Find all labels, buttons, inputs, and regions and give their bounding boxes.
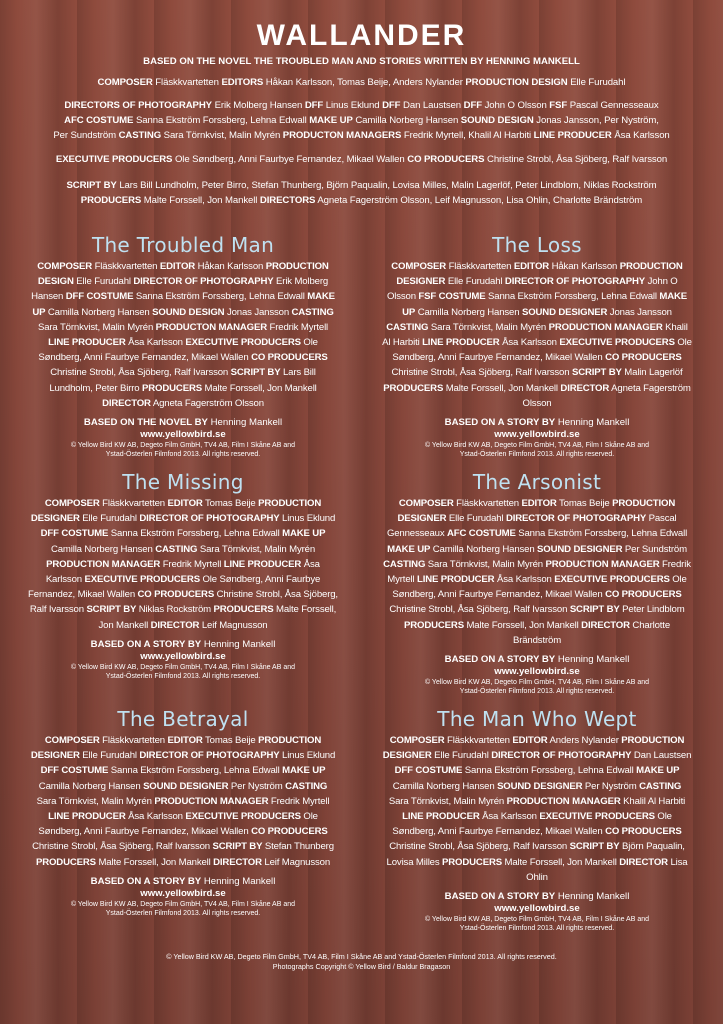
credit-name: Håkan Karlsson, Tomas Beije, Anders Nylander <box>265 77 463 88</box>
credit-name: Sanna Ekström Forssberg, Lehna Edwall <box>135 291 305 303</box>
credit-role: DIRECTOR OF PHOTOGRAPHY <box>504 276 646 288</box>
credit-role: EDITOR <box>512 735 548 746</box>
credit-role: CASTING <box>639 780 682 792</box>
credit-role: LINE PRODUCER <box>223 558 302 570</box>
credit-role: EDITORS <box>221 77 264 88</box>
credit-role: PRODUCERS <box>142 382 202 394</box>
episode-based-on: BASED ON A STORY BY Henning Mankell <box>90 875 276 887</box>
credit-name: Tomas Beije <box>559 498 610 509</box>
header-credits-line-2 <box>0 98 723 114</box>
episode-the-missing <box>28 470 338 681</box>
credit-name: John O Olsson <box>484 100 547 111</box>
credit-name: Camilla Norberg Hansen <box>392 780 495 792</box>
credit-role: CO PRODUCERS <box>605 589 682 601</box>
credit-role: SCRIPT BY <box>86 604 137 616</box>
footer-photo-credit: Photographs Copyright © Yellow Bird / Baldur Bragason <box>272 962 451 971</box>
credit-role: CASTING <box>291 306 334 318</box>
credit-role: LINE PRODUCER <box>422 337 500 349</box>
credit-name: Charlotte Brändström <box>512 619 670 646</box>
episode-title: The Man Who Wept <box>437 707 637 731</box>
episode-credits <box>28 496 338 633</box>
credit-role: DIRECTORS OF PHOTOGRAPHY <box>64 100 212 111</box>
credit-name: Linus Eklund <box>282 513 336 525</box>
credit-role: CASTING <box>386 321 429 333</box>
episode-based-on: BASED ON A STORY BY Henning Mankell <box>444 654 630 666</box>
episode-copyright-2: Ystad-Österlen Filmfond 2013. All rights reserved. <box>105 672 261 680</box>
credit-role: DIRECTOR <box>213 856 262 868</box>
credit-role: PRODUCERS <box>404 619 464 631</box>
credit-name: Sanna Ekström Forssberg, Lehna Edwall <box>110 528 280 540</box>
episode-website: www.yellowbird.se <box>494 429 580 441</box>
episode-copyright-1: © Yellow Bird KW AB, Degeto Film GmbH, TV4 AB, Film I Skåne AB and <box>70 900 296 908</box>
credit-name: Ole Søndberg, Anni Faurbye Fernandez, Mikael Wallen <box>38 337 318 364</box>
episode-based-on: BASED ON A STORY BY Henning Mankell <box>444 417 630 429</box>
credit-role: MAKE UP <box>282 528 326 540</box>
credit-name: Ole Søndberg, Anni Faurbye Fernandez, Mikael Wallen <box>392 574 687 601</box>
episode-website: www.yellowbird.se <box>494 903 580 915</box>
credit-name: Håkan Karlsson <box>197 261 264 272</box>
credit-role: EDITOR <box>521 498 557 509</box>
credit-name: Fläskkvartetten <box>155 77 219 88</box>
episode-the-betrayal <box>28 707 338 918</box>
episode-copyright-1: © Yellow Bird KW AB, Degeto Film GmbH, TV4 AB, Film I Skåne AB and <box>70 663 296 671</box>
episode-based-on: BASED ON A STORY BY Henning Mankell <box>444 891 630 903</box>
episode-website: www.yellowbird.se <box>494 666 580 678</box>
episode-copyright-1: © Yellow Bird KW AB, Degeto Film GmbH, TV4 AB, Film I Skåne AB and <box>424 679 650 687</box>
credit-name: Agneta Fagerström Olsson <box>522 382 691 409</box>
credit-name: Åsa Karlsson <box>614 130 670 141</box>
credit-role: DFF COSTUME <box>394 765 463 777</box>
credit-role: CASTING <box>383 558 426 570</box>
credit-name: Sanna Ekström Forssberg, Lehna Edwall <box>518 528 688 540</box>
credit-role: AFC COSTUME <box>447 528 516 540</box>
credit-name: Christine Strobl, Åsa Sjöberg, Ralf Ivarsson <box>29 589 338 616</box>
episode-title: The Troubled Man <box>91 233 275 257</box>
credit-name: Fläskkvartetten <box>456 498 519 509</box>
credit-role: MAKE UP <box>402 291 688 318</box>
credit-role: EXECUTIVE PRODUCERS <box>185 811 301 823</box>
credit-role: COMPOSER <box>44 498 100 509</box>
credit-name: Ole Søndberg, Anni Faurbye Fernandez, Mikael Wallen <box>38 811 318 838</box>
credit-name: Fredrik Myrtell <box>387 558 691 586</box>
episode-title: The Loss <box>492 233 582 257</box>
credit-role: PRODUCTION DESIGNER <box>396 261 683 288</box>
credit-role: PRODUCERS <box>383 382 444 394</box>
credit-name: Jonas Jansson <box>226 306 290 318</box>
credit-name: Anders Nylander <box>549 735 619 746</box>
credit-role: SCRIPT BY <box>212 841 263 853</box>
credit-role: CASTING <box>155 543 198 555</box>
header-credits-line-5 <box>0 152 723 168</box>
credit-name: Malte Forssell, Jon Mankell <box>98 856 211 868</box>
episode-copyright-2: Ystad-Österlen Filmfond 2013. All rights reserved. <box>459 925 615 933</box>
episode-credits <box>28 733 338 870</box>
credit-name: Ole Søndberg, Anni Faurbye Fernandez, Mikael Wallen <box>28 574 321 601</box>
credit-role: PRODUCTION DESIGNER <box>382 735 685 762</box>
credit-name: Khalil Al Harbiti <box>382 321 688 349</box>
credit-name: Agneta Fagerström Olsson, Leif Magnusson, Lisa Ohlin, Charlotte Brändström <box>317 195 643 206</box>
poster-title: WALLANDER <box>256 19 467 52</box>
credit-name: Per Nyström <box>584 780 637 792</box>
credit-role: DIRECTOR OF PHOTOGRAPHY <box>133 276 274 288</box>
credit-name: Åsa Karlsson <box>128 337 183 349</box>
episode-credits <box>28 259 338 411</box>
credit-role: DIRECTOR OF PHOTOGRAPHY <box>491 750 632 762</box>
credit-name: Camilla Norberg Hansen <box>38 780 141 792</box>
credit-name: Malte Forssell, Jon Mankell <box>143 195 258 206</box>
credit-name: Sara Törnkvist, Malin Myrén <box>430 321 547 333</box>
credit-name: Peter Lindblom <box>622 604 685 616</box>
credit-role: COMPOSER <box>44 735 100 746</box>
credit-name: John O Olsson <box>386 276 678 303</box>
credit-name: Sara Törnkvist, Malin Myrén <box>163 130 281 141</box>
credit-role: COMPOSER <box>97 77 153 88</box>
credit-name: Khalil Al Harbiti <box>623 795 686 807</box>
credit-name: Fläskkvartetten <box>448 261 512 272</box>
credit-role: DFF COSTUME <box>65 291 134 303</box>
credit-role: DIRECTORS <box>259 195 316 206</box>
credit-name: Håkan Karlsson <box>551 261 618 272</box>
header-credits-line-6 <box>0 178 723 194</box>
episode-copyright-2: Ystad-Österlen Filmfond 2013. All rights reserved. <box>459 451 615 459</box>
credit-role: EDITOR <box>167 735 203 746</box>
credit-role: SCRIPT BY <box>571 367 622 379</box>
episode-the-man-who-wept <box>382 707 692 933</box>
credit-name: Malte Forssell, Jon Mankell <box>445 382 558 394</box>
episode-copyright-1: © Yellow Bird KW AB, Degeto Film GmbH, TV4 AB, Film I Skåne AB and <box>424 442 650 450</box>
credit-name: Fredrik Myrtell, Khalil Al Harbiti <box>403 130 532 141</box>
credit-role: CO PRODUCERS <box>251 352 328 364</box>
credit-name: Fläskkvartetten <box>94 261 158 272</box>
credit-name: Linus Eklund <box>325 100 380 111</box>
credit-name: Dan Laustsen <box>633 750 692 762</box>
credit-role: SOUND DESIGN <box>152 306 225 318</box>
credit-role: DIRECTOR OF PHOTOGRAPHY <box>139 750 280 762</box>
credit-name: Malte Forssell, Jon Mankell <box>204 382 317 394</box>
credit-name: Stefan Thunberg <box>264 841 334 853</box>
credit-name: Fläskkvartetten <box>447 735 510 746</box>
footer-copyright: © Yellow Bird KW AB, Degeto Film GmbH, TV4 AB, Film I Skåne AB and Ystad-Österlen Filmfond 2013. All rights reserved. <box>166 952 557 961</box>
credit-role: PRODUCERS <box>213 604 274 616</box>
credit-name: Fredrik Myrtell <box>162 558 222 570</box>
credit-name: Sara Törnkvist, Malin Myrén <box>37 321 154 333</box>
credit-role: SCRIPT BY <box>569 841 620 853</box>
credit-role: SOUND DESIGNER <box>497 780 583 792</box>
credit-role: AFC COSTUME <box>64 115 134 126</box>
credit-name: Christine Strobl, Åsa Sjöberg, Ralf Ivarsson <box>389 604 568 616</box>
credit-name: Christine Strobl, Åsa Sjöberg, Ralf Ivarsson <box>50 367 229 379</box>
credit-role: COMPOSER <box>398 498 454 509</box>
credit-role: DIRECTOR <box>150 619 200 631</box>
credit-name: Pascal Gennesseaux <box>386 513 677 540</box>
credit-role: DFF <box>304 100 324 111</box>
credit-role: DFF <box>382 100 401 111</box>
credit-name: Elle Furudahl <box>434 750 489 762</box>
credit-role: EXECUTIVE PRODUCERS <box>554 574 670 586</box>
credit-name: Christine Strobl, Åsa Sjöberg, Ralf Ivarsson <box>389 841 568 853</box>
credit-name: Niklas Rockström <box>138 604 212 616</box>
credit-name: Fredrik Myrtell <box>269 321 329 333</box>
episode-website: www.yellowbird.se <box>140 650 226 662</box>
credit-name: Malte Forssell, Jon Mankell <box>504 856 617 868</box>
credit-role: LINE PRODUCER <box>416 574 495 586</box>
credit-role: DIRECTOR <box>102 397 151 409</box>
credit-name: Camilla Norberg Hansen <box>417 306 520 318</box>
credit-name: Christine Strobl, Åsa Sjöberg, Ralf Ivarsson <box>32 841 210 853</box>
credit-role: PRODUCTION MANAGER <box>154 795 269 807</box>
credit-role: EDITOR <box>167 498 203 509</box>
credit-name: Erik Molberg Hansen <box>31 276 329 303</box>
credit-role: PRODUCERS <box>80 195 142 206</box>
credit-role: LINE PRODUCER <box>48 337 126 349</box>
credit-name: Dan Laustsen <box>403 100 462 111</box>
credit-role: PRODUCTION MANAGER <box>545 558 660 570</box>
episode-based-on: BASED ON A STORY BY Henning Mankell <box>90 638 276 650</box>
episode-the-arsonist <box>382 470 692 696</box>
credit-role: CO PRODUCERS <box>407 154 485 165</box>
credit-role: SOUND DESIGNER <box>143 780 229 792</box>
credit-name: Fläskkvartetten <box>102 735 165 746</box>
credit-name: Linus Eklund <box>282 750 336 762</box>
credit-role: MAKE UP <box>636 765 680 777</box>
credit-role: CO PRODUCERS <box>137 589 215 601</box>
header-credits-line-4 <box>0 128 723 144</box>
credit-name: Elle Furudahl <box>447 276 503 288</box>
credit-name: Sara Törnkvist, Malin Myrén <box>199 543 316 555</box>
header-credits-line-3 <box>0 113 723 129</box>
episode-credits <box>382 733 692 885</box>
credit-role: DIRECTOR <box>581 619 630 631</box>
credit-role: DFF COSTUME <box>40 528 109 540</box>
credit-role: FSF <box>549 100 568 111</box>
credit-name: Camilla Norberg Hansen <box>47 306 150 318</box>
credit-name: Per Nyström <box>230 780 283 792</box>
credit-name: Lars Bill Lundholm, Peter Birro <box>49 367 316 394</box>
credit-role: DFF <box>463 100 482 111</box>
episode-credits <box>382 496 692 648</box>
episode-title: The Missing <box>122 470 244 494</box>
credit-name: Ole Søndberg, Anni Faurbye Fernandez, Mikael Wallen <box>392 811 672 838</box>
credit-name: Agneta Fagerström Olsson <box>152 397 264 409</box>
credit-role: EXECUTIVE PRODUCERS <box>84 574 200 586</box>
credit-name: Fredrik Myrtell <box>270 795 330 807</box>
credit-name: Lisa Ohlin <box>526 856 688 883</box>
credit-name: Tomas Beije <box>205 735 256 746</box>
credit-role: MAKE UP <box>282 765 326 777</box>
credit-role: CO PRODUCERS <box>251 826 328 838</box>
credit-name: Malin Lagerlöf <box>624 367 683 379</box>
episode-copyright-1: © Yellow Bird KW AB, Degeto Film GmbH, TV4 AB, Film I Skåne AB and <box>424 916 650 924</box>
credit-name: Elle Furudahl <box>82 750 137 762</box>
credit-name: Åsa Karlsson <box>45 558 320 586</box>
credit-name: Fläskkvartetten <box>102 498 165 509</box>
credit-role: CASTING <box>285 780 328 792</box>
credit-role: CO PRODUCERS <box>605 352 682 364</box>
credit-name: Jonas Jansson <box>609 306 672 318</box>
credit-role: PRODUCTON MANAGERS <box>282 130 402 141</box>
credit-role: SCRIPT BY <box>230 367 281 379</box>
credit-role: MAKE UP <box>32 291 335 318</box>
credit-role: CO PRODUCERS <box>605 826 682 838</box>
credit-role: DIRECTOR OF PHOTOGRAPHY <box>139 513 280 525</box>
credit-name: Åsa Karlsson <box>502 337 557 349</box>
episode-the-troubled-man <box>28 233 338 459</box>
credit-role: FSF COSTUME <box>418 291 486 303</box>
credit-name: Ole Søndberg, Anni Faurbye Fernandez, Mikael Wallen <box>392 337 692 364</box>
credit-name: Camilla Norberg Hansen <box>355 115 459 126</box>
poster-footer <box>0 952 723 972</box>
credit-role: PRODUCTON MANAGER <box>155 321 268 333</box>
credit-role: SCRIPT BY <box>569 604 620 616</box>
credit-role: SOUND DESIGNER <box>537 543 623 555</box>
credit-name: Åsa Karlsson <box>482 811 537 823</box>
episode-website: www.yellowbird.se <box>140 429 226 441</box>
credit-role: PRODUCERS <box>35 856 96 868</box>
credit-name: Björn Paqualin, Lovisa Milles <box>386 841 685 868</box>
credit-role: EXECUTIVE PRODUCERS <box>559 337 675 349</box>
credit-name: Sanna Ekström Forssberg, Lehna Edwall <box>488 291 657 303</box>
episode-the-loss <box>382 233 692 459</box>
credit-name: Malte Forssell, Jon Mankell <box>98 604 337 631</box>
credit-name: Sanna Ekström Forssberg, Lehna Edwall <box>464 765 634 777</box>
credit-role: CASTING <box>118 130 162 141</box>
credit-role: EDITOR <box>159 261 196 272</box>
credit-name: Sanna Ekström Forssberg, Lehna Edwall <box>135 115 307 126</box>
credit-role: EXECUTIVE PRODUCERS <box>55 154 173 165</box>
credit-name: Åsa Karlsson <box>496 574 552 586</box>
credit-name: Pascal Gennesseaux <box>569 100 659 111</box>
credit-role: MAKE UP <box>387 543 431 555</box>
credit-role: PRODUCTION DESIGN <box>465 77 568 88</box>
credit-name: Elle Furudahl <box>82 513 137 525</box>
credit-role: DFF COSTUME <box>40 765 109 777</box>
credit-role: LINE PRODUCER <box>533 130 612 141</box>
credit-name: Elle Furudahl <box>448 513 504 525</box>
credit-name: Camilla Norberg Hansen <box>50 543 153 555</box>
credit-name: Malte Forssell, Jon Mankell <box>466 619 579 631</box>
credit-name: Sara Törnkvist, Malin Myrén <box>36 795 152 807</box>
header-credits-line-7 <box>0 193 723 209</box>
credit-role: PRODUCTION MANAGER <box>548 321 663 333</box>
credit-role: EXECUTIVE PRODUCERS <box>185 337 301 349</box>
credit-role: COMPOSER <box>37 261 93 272</box>
episode-title: The Arsonist <box>472 470 602 494</box>
credit-name: Per Sundström <box>53 130 116 141</box>
credit-role: PRODUCTION DESIGN <box>37 261 329 288</box>
credit-name: Åsa Karlsson <box>128 811 183 823</box>
episode-copyright-2: Ystad-Österlen Filmfond 2013. All rights reserved. <box>459 688 615 696</box>
credit-role: COMPOSER <box>391 261 447 272</box>
credit-name: Sanna Ekström Forssberg, Lehna Edwall <box>110 765 280 777</box>
credit-name: Erik Molberg Hansen <box>214 100 303 111</box>
credit-name: Ole Søndberg, Anni Faurbye Fernandez, Mikael Wallen <box>174 154 405 165</box>
credit-role: MAKE UP <box>309 115 353 126</box>
credit-role: PRODUCTION DESIGNER <box>30 735 322 762</box>
credit-role: EXECUTIVE PRODUCERS <box>539 811 655 823</box>
credit-name: Tomas Beije <box>205 498 256 509</box>
based-on-line: BASED ON THE NOVEL THE TROUBLED MAN AND STORIES WRITTEN BY HENNING MANKELL <box>143 56 580 67</box>
episode-copyright-1: © Yellow Bird KW AB, Degeto Film GmbH, TV4 AB, Film I Skåne AB and <box>70 442 296 450</box>
credit-name: Leif Magnusson <box>201 619 268 631</box>
episode-title: The Betrayal <box>117 707 249 731</box>
credit-role: PRODUCTION DESIGNER <box>397 498 676 525</box>
credit-role: LINE PRODUCER <box>402 811 480 823</box>
episode-credits <box>382 259 692 411</box>
credit-name: Camilla Norberg Hansen <box>432 543 535 555</box>
credit-role: PRODUCTION MANAGER <box>506 795 621 807</box>
credit-name: Elle Furudahl <box>76 276 131 288</box>
credit-name: Lars Bill Lundholm, Peter Birro, Stefan Thunberg, Björn Paqualin, Lovisa Milles, Malin Lagerlöf, Peter Lindblom, Niklas Rockström <box>119 180 657 191</box>
credit-role: DIRECTOR OF PHOTOGRAPHY <box>505 513 647 525</box>
credit-role: PRODUCERS <box>442 856 502 868</box>
credit-role: SCRIPT BY <box>66 180 117 191</box>
credit-role: LINE PRODUCER <box>48 811 126 823</box>
credit-role: DIRECTOR <box>619 856 668 868</box>
credit-role: EDITOR <box>513 261 550 272</box>
episode-based-on: BASED ON THE NOVEL BY Henning Mankell <box>83 417 283 429</box>
episode-copyright-2: Ystad-Österlen Filmfond 2013. All rights reserved. <box>105 451 261 459</box>
credit-name: Elle Furudahl <box>570 77 626 88</box>
credit-name: Leif Magnusson <box>264 856 331 868</box>
credit-name: Sara Törnkvist, Malin Myrén <box>388 795 505 807</box>
episode-copyright-2: Ystad-Österlen Filmfond 2013. All rights reserved. <box>105 909 261 917</box>
header-credits-line-1 <box>0 75 723 91</box>
credit-role: PRODUCTION DESIGNER <box>30 498 322 525</box>
credit-role: SOUND DESIGNER <box>521 306 608 318</box>
credit-role: DIRECTOR <box>560 382 610 394</box>
credit-role: SOUND DESIGN <box>460 115 534 126</box>
episode-website: www.yellowbird.se <box>140 887 226 899</box>
credit-name: Christine Strobl, Åsa Sjöberg, Ralf Ivarsson <box>391 367 570 379</box>
credit-name: Christine Strobl, Åsa Sjöberg, Ralf Ivarsson <box>486 154 668 165</box>
credit-name: Sara Törnkvist, Malin Myrén <box>427 558 543 570</box>
credit-role: COMPOSER <box>389 735 445 746</box>
credit-name: Per Sundström <box>624 543 687 555</box>
credit-name: Jonas Jansson, Per Nyström, <box>536 115 659 126</box>
credit-role: PRODUCTION MANAGER <box>46 558 161 570</box>
